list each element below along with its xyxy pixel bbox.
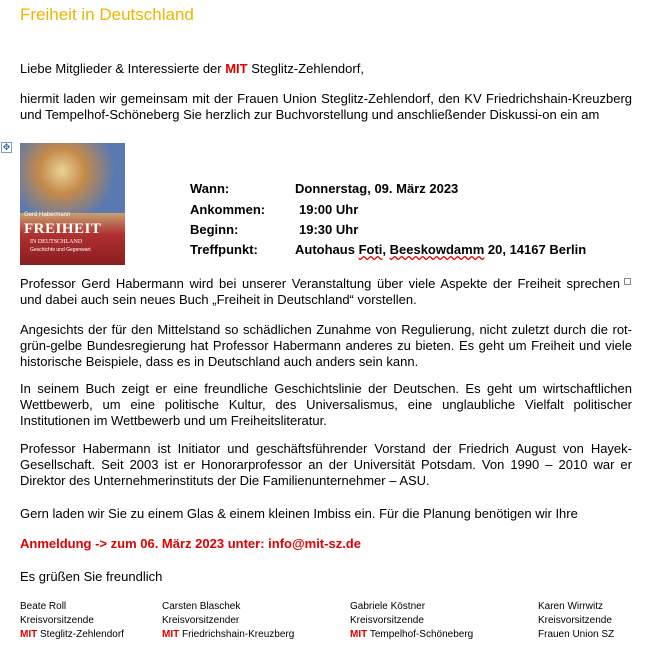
signature-role: Kreisvorsitzende (20, 615, 94, 626)
treffpunkt-part-a: Autohaus (295, 242, 359, 257)
signature-4 (538, 600, 614, 642)
ankommen-value: 19:00 Uhr (299, 202, 359, 217)
paragraph-1: Professor Gerd Habermann wird bei unserer Veranstaltung über viele Aspekte der Freiheit sprechen und dabei auch sein neues Buch „Freiheit in Deutschland“ vorstellen. (20, 276, 620, 307)
treffpunkt-label: Treffpunkt: (190, 242, 258, 257)
signature-name: Carsten Blaschek (162, 601, 241, 612)
paragraph-5: Gern laden wir Sie zu einem Glas & einem kleinen Imbiss ein. Für die Planung benötigen wir Ihre (20, 506, 578, 521)
signature-org-rest: Tempelhof-Schöneberg (367, 629, 474, 640)
signature-org-rest: Steglitz-Zehlendorf (37, 629, 124, 640)
signature-role: Kreisvorsitzende (538, 615, 612, 626)
signature-2 (162, 600, 294, 642)
greeting (20, 61, 632, 77)
signature-name: Karen Wirrwitz (538, 601, 604, 612)
signature-1 (20, 600, 124, 642)
greeting-prefix: Liebe Mitglieder & Interessierte der (20, 61, 226, 76)
document-title: Freiheit in Deutschland (20, 5, 194, 24)
cover-author: Gerd Habermann (24, 212, 71, 218)
treffpunkt-value (295, 242, 586, 257)
table-move-handle-icon[interactable]: ✥ (2, 142, 11, 152)
beginn-value: 19:30 Uhr (299, 222, 359, 237)
cover-artwork (20, 143, 125, 213)
intro-paragraph: hiermit laden wir gemeinsam mit der Frauen Union Steglitz-Zehlendorf, den KV Friedrichshain-Kreuzberg und Tempelhof-Schöneberg Sie herzlich zur Buchvorstellung und anschließender Diskussi-on ein am (20, 91, 632, 122)
signature-name: Gabriele Köstner (350, 601, 426, 612)
paragraph-4: Professor Habermann ist Initiator und geschäftsführender Vorstand der Friedrich August von Hayek-Gesellschaft. Seit 2003 ist er Honorarprofessor an der Universität Potsdam. Von 1990 – 2010 war er Direktor des Unternehmerinstituts der Die Familienunternehmer – ASU. (20, 441, 632, 488)
signature-org (350, 628, 473, 642)
wann-label: Wann: (190, 181, 230, 196)
signature-org-rest: Frauen Union SZ (538, 629, 615, 640)
cover-subtitle: Geschichte und Gegenwart (30, 247, 91, 253)
paragraph-3: In seinem Buch zeigt er eine freundliche Geschichtslinie der Deutschen. Es geht um wirtschaftlichen Wettbewerb, um eine politische Kultur, des Universalismus, eine unglaubliche Vielfalt politischer Institutionen im Wettbewerb und um Freiheitsliteratur. (20, 381, 632, 428)
signature-3 (350, 600, 473, 642)
signature-org-red: MIT (20, 629, 38, 640)
cover-title: FREIHEIT (24, 221, 102, 237)
treffpunkt-part-c: 20, 14167 Berlin (484, 242, 587, 257)
paragraph-2: Angesichts der für den Mittelstand so schädlichen Zunahme von Regulierung, nicht zuletzt durch die rot-grün-gelbe Bundesregierung hat Professor Habermann anderes zu bieten. Es geht um Freiheit und viele historische Beispiele, dass es in Deutschland auch anders sein kann. (20, 322, 632, 369)
treffpunkt-street: Beeskowdamm (389, 242, 485, 257)
greeting-mit: MIT (225, 61, 248, 76)
cover-title-small: IN DEUTSCHLAND (30, 239, 83, 245)
treffpunkt-part-b: , (382, 242, 390, 257)
treffpunkt-foti: Foti (358, 242, 383, 257)
signature-org-red: MIT (162, 629, 180, 640)
greeting-suffix: Steglitz-Zehlendorf, (247, 61, 364, 76)
closing-line: Es grüßen Sie freundlich (20, 569, 163, 584)
signature-org (20, 628, 124, 642)
signature-role: Kreisvorsitzende (350, 615, 424, 626)
beginn-label: Beginn: (190, 222, 239, 237)
signature-org-rest: Friedrichshain-Kreuzberg (179, 629, 295, 640)
registration-line: Anmeldung -> zum 06. März 2023 unter: info@mit-sz.de (20, 536, 361, 551)
signature-name: Beate Roll (20, 601, 67, 612)
signature-org (538, 628, 614, 642)
wann-value: Donnerstag, 09. März 2023 (295, 181, 459, 196)
paragraph-mark-box (624, 278, 631, 285)
book-cover-image (20, 143, 125, 265)
signature-org (162, 628, 294, 642)
signature-org-red: MIT (350, 629, 368, 640)
ankommen-label: Ankommen: (190, 202, 266, 217)
signature-role: Kreisvorsitzender (162, 615, 240, 626)
